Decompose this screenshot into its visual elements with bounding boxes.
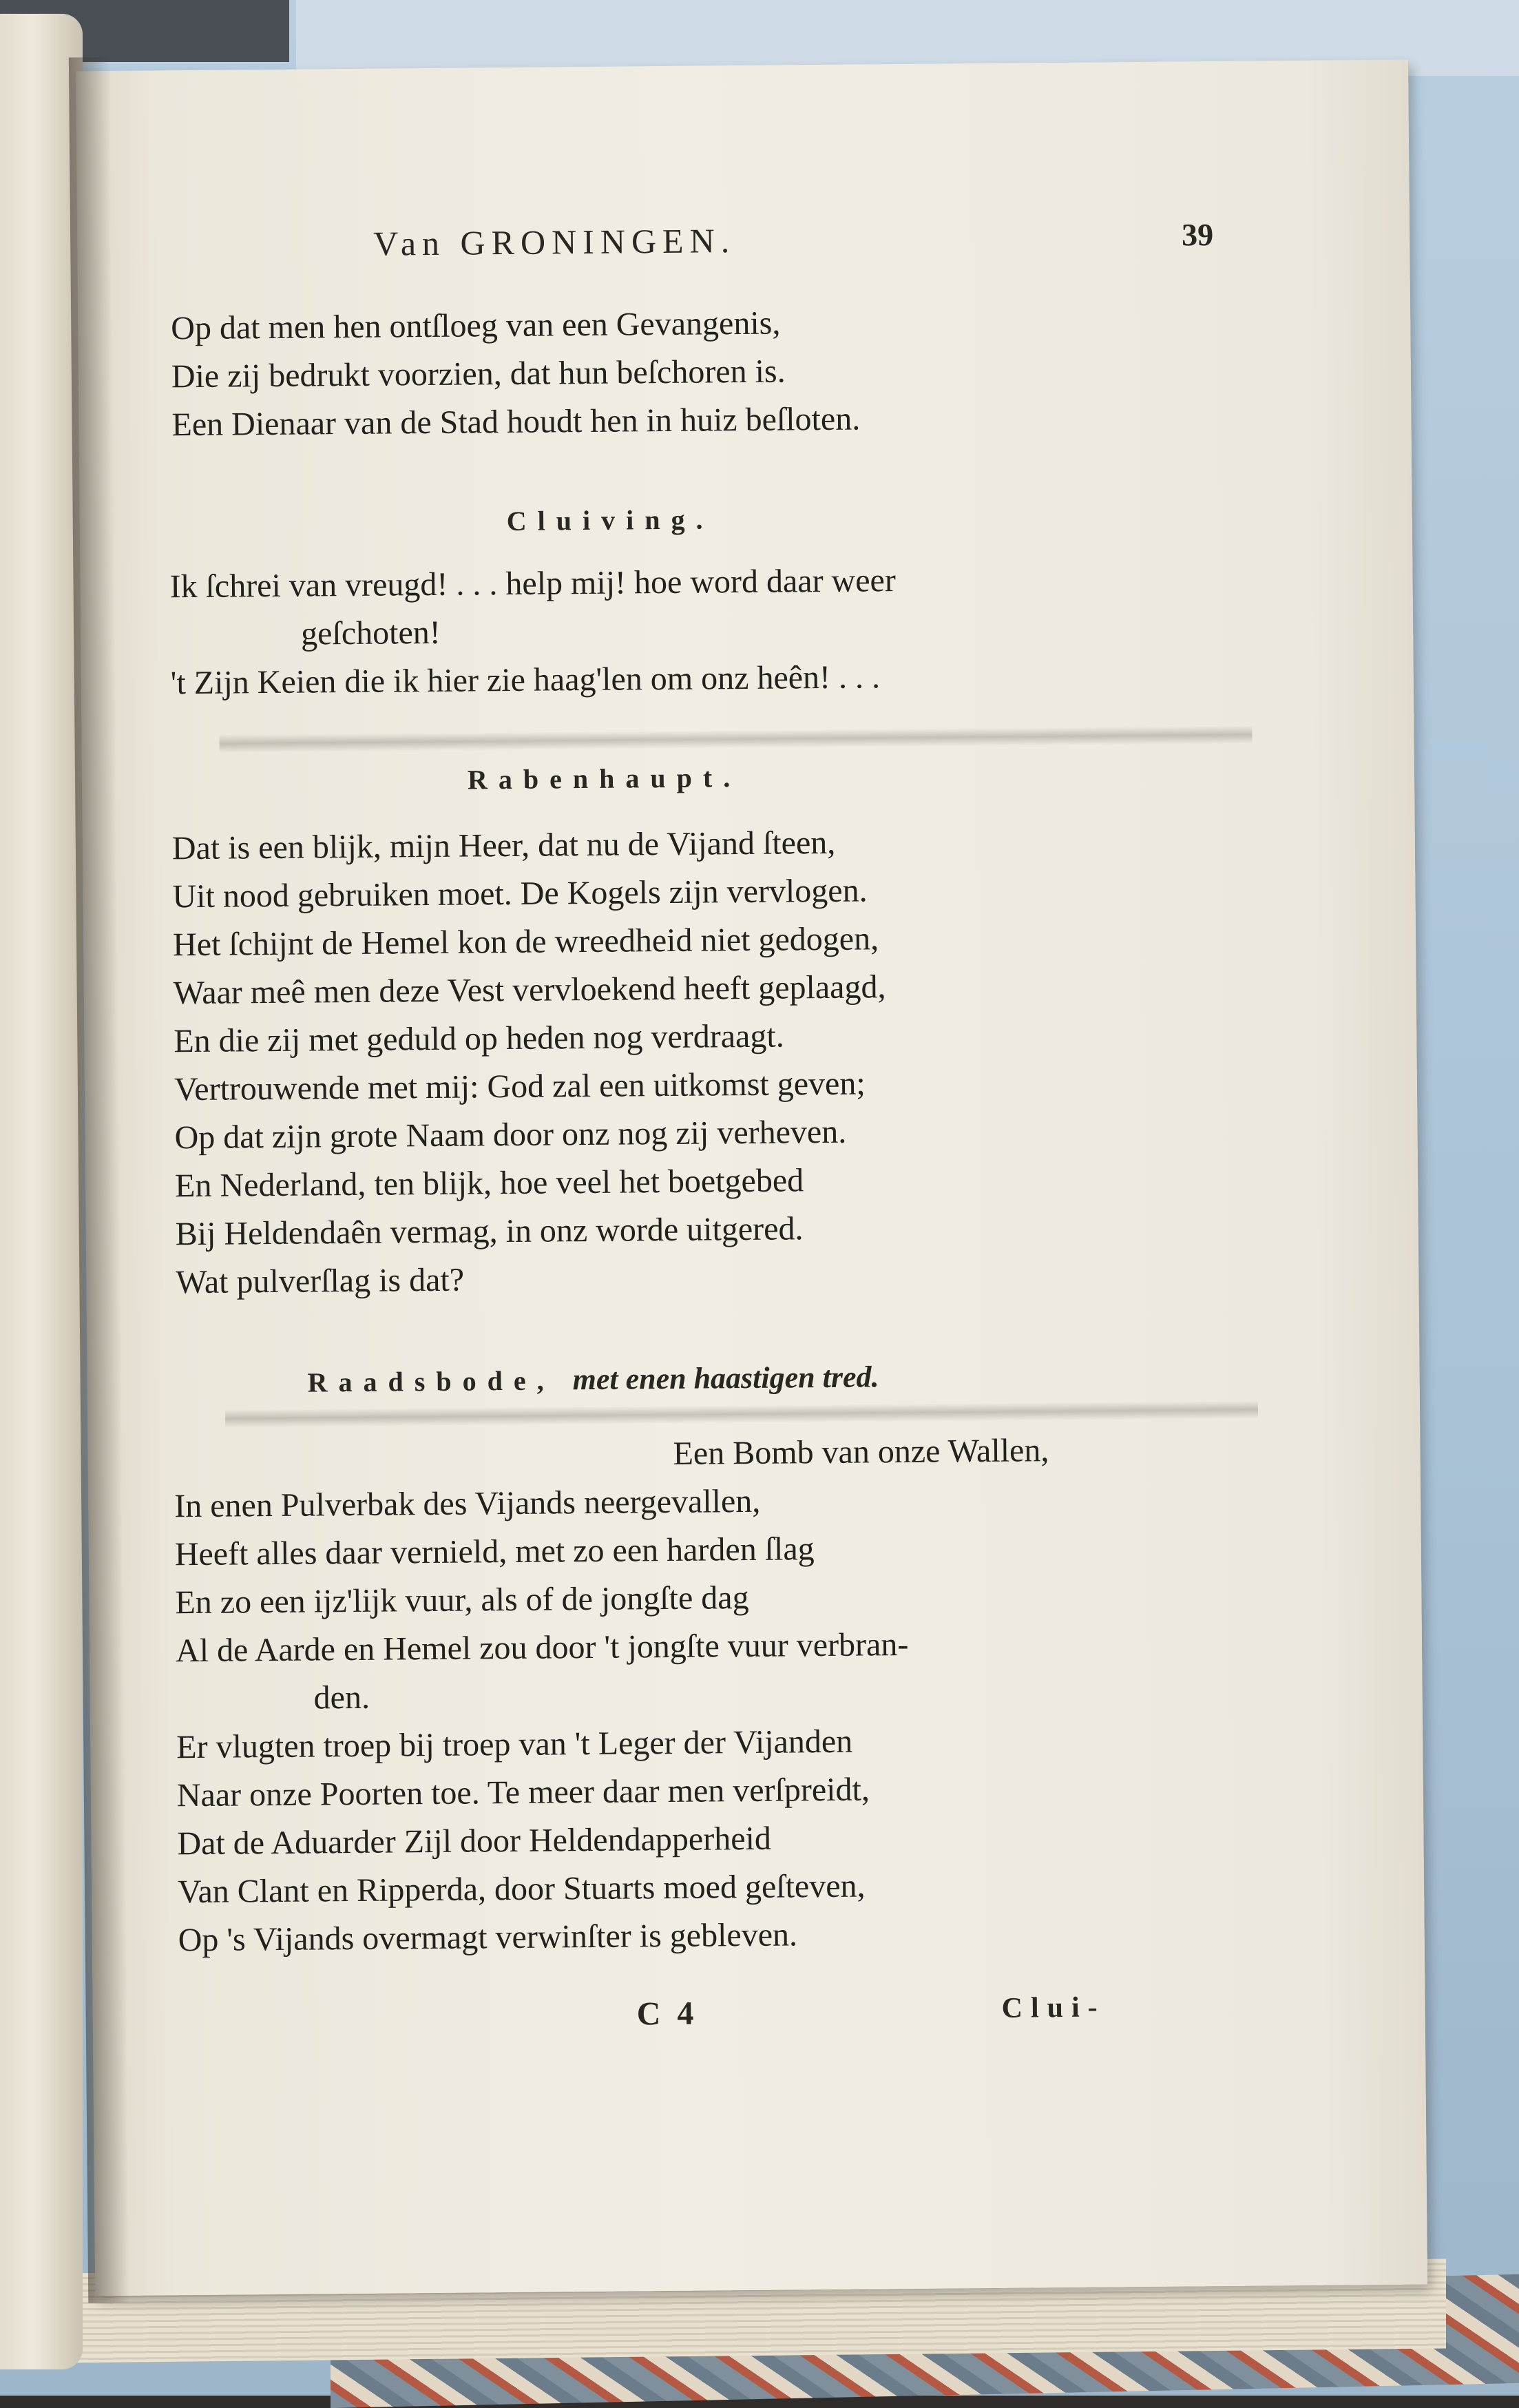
verse-line: Ik ſchrei van vreugd! . . . help mij! hoe word daar weer	[169, 562, 897, 605]
running-title: Van GRONINGEN.	[373, 221, 736, 263]
page-header	[373, 216, 1214, 272]
verse-line: Bij Heldendaên vermag, in onz worde uitgered.	[175, 1210, 804, 1253]
verse-line: Er vlugten troep bij troep van 't Leger der Vijanden	[176, 1723, 853, 1766]
verse-line: Van Clant en Ripperda, door Stuarts moed geſteven,	[177, 1867, 866, 1911]
verse-line: Al de Aarde en Hemel zou door 't jongſte vuur verbran-	[175, 1626, 909, 1670]
signature-mark: C 4	[636, 1995, 698, 2033]
verse-line: En Nederland, ten blijk, hoe veel het boetgebed	[174, 1162, 804, 1205]
verse-line: Op dat zijn grote Naam door onz nog zij verheven.	[174, 1113, 847, 1156]
facing-page-edge	[0, 14, 83, 2369]
verse-line: Op dat men hen ontſloeg van een Gevangenis,	[171, 304, 781, 347]
verse-line: Vertrouwende met mij: God zal een uitkomst geven;	[174, 1065, 866, 1108]
show-through-band	[219, 726, 1252, 753]
book-page	[76, 60, 1427, 2296]
verse-line: Dat is een blijk, mijn Heer, dat nu de Vijand ſteen,	[171, 824, 836, 867]
verse-line: Een Bomb van onze Wallen,	[673, 1432, 1049, 1472]
stage-direction: met enen haastigen tred.	[572, 1360, 879, 1397]
verse-line: Wat pulverſlag is dat?	[176, 1261, 465, 1301]
page-number: 39	[1181, 217, 1214, 253]
show-through-band	[225, 1401, 1258, 1428]
verse-line: En zo een ijz'lijk vuur, als of de jongſte dag	[175, 1579, 749, 1621]
verse-line: Dat de Aduarder Zijl door Heldendapperheid	[177, 1820, 772, 1862]
verse-line: 't Zijn Keien die ik hier zie haag'len om onz heên! . . .	[170, 658, 881, 702]
catchword: Clui-	[1001, 1991, 1106, 2024]
verse-line: Naar onze Poorten toe. Te meer daar men verſpreidt,	[176, 1771, 870, 1814]
verse-line: Het ſchijnt de Hemel kon de wreedheid niet gedogen,	[172, 920, 879, 964]
verse-line: Waar meê men deze Vest vervloekend heeft geplaagd,	[173, 968, 886, 1012]
verse-line: Een Dienaar van de Stad houdt hen in huiz beſloten.	[171, 400, 861, 444]
verse-line: In enen Pulverbak des Vijands neergevallen,	[174, 1482, 761, 1525]
verse-line: En die zij met geduld op heden nog verdraagt.	[174, 1017, 784, 1060]
speaker-heading: Cluiving.	[506, 504, 714, 537]
speaker-heading	[307, 1359, 879, 1399]
verse-line: Heeft alles daar vernield, met zo een harden ſlag	[174, 1530, 815, 1573]
speaker-name: Raadsbode,	[307, 1364, 555, 1398]
verse-line: Uit nood gebruiken moet. De Kogels zijn vervlogen.	[172, 872, 868, 915]
verse-line: Op 's Vijands overmagt verwinſter is gebleven.	[178, 1916, 798, 1959]
verse-line: geſchoten!	[300, 614, 441, 652]
verse-line: den.	[313, 1679, 370, 1716]
verse-line: Die zij bedrukt voorzien, dat hun beſchoren is.	[171, 353, 786, 395]
speaker-heading: Rabenhaupt.	[467, 762, 742, 796]
